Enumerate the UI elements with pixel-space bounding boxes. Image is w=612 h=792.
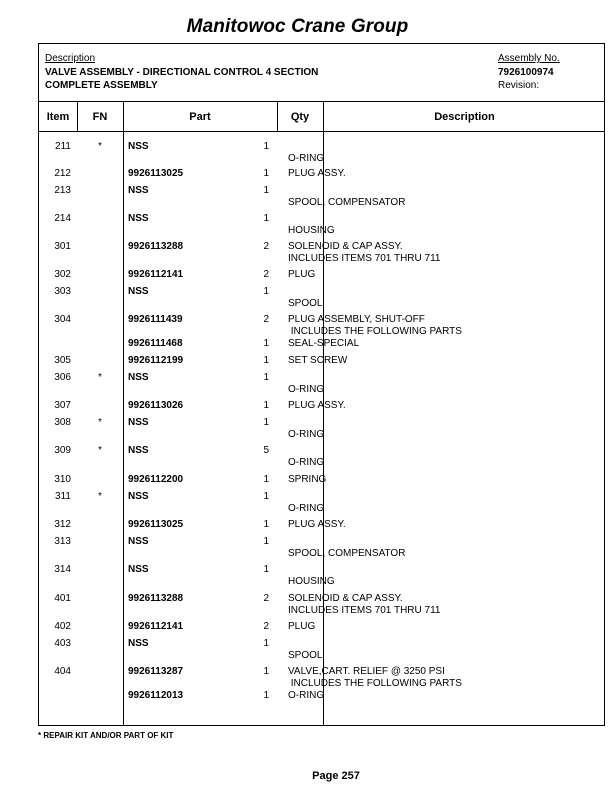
quantity: 1: [263, 141, 269, 152]
part-description: O-RING: [288, 429, 325, 440]
part-number: NSS: [128, 638, 149, 649]
quantity: 1: [263, 491, 269, 502]
quantity: 2: [263, 241, 269, 252]
item-number: 402: [54, 621, 71, 632]
part-number: NSS: [128, 185, 149, 196]
part-description: INCLUDES ITEMS 701 THRU 711: [288, 253, 441, 264]
column-divider: [123, 102, 124, 725]
part-number: NSS: [128, 372, 149, 383]
quantity: 1: [263, 355, 269, 366]
part-description: SET SCREW: [288, 355, 348, 366]
footnote: * REPAIR KIT AND/OR PART OF KIT: [38, 731, 174, 740]
quantity: 1: [263, 474, 269, 485]
quantity: 5: [263, 445, 269, 456]
item-number: 314: [54, 564, 71, 575]
part-number: 9926113026: [128, 400, 184, 411]
part-description: O-RING: [288, 457, 325, 468]
part-description: VALVE,CART. RELIEF @ 3250 PSI: [288, 666, 445, 677]
item-number: 214: [54, 213, 71, 224]
item-number: 307: [54, 400, 71, 411]
item-number: 309: [54, 445, 71, 456]
part-number: 9926113025: [128, 168, 184, 179]
item-number: 305: [54, 355, 71, 366]
part-number: 9926112199: [128, 355, 184, 366]
quantity: 2: [263, 269, 269, 280]
item-number: 306: [54, 372, 71, 383]
page-title: Manitowoc Crane Group: [186, 16, 409, 37]
quantity: 1: [263, 286, 269, 297]
column-header-part: Part: [189, 111, 211, 123]
part-description: PLUG: [288, 269, 316, 280]
part-number: NSS: [128, 445, 149, 456]
part-number: NSS: [128, 491, 149, 502]
item-number: 211: [55, 141, 71, 152]
part-description: O-RING: [288, 690, 325, 701]
quantity: 1: [263, 185, 269, 196]
part-description: SOLENOID & CAP ASSY.: [288, 241, 403, 252]
fn-marker: *: [98, 491, 102, 502]
assembly-header: [39, 44, 604, 102]
part-number: NSS: [128, 536, 149, 547]
assembly-description-line1: VALVE ASSEMBLY - DIRECTIONAL CONTROL 4 SECTION: [45, 67, 319, 78]
part-description: SPOOL: [288, 298, 323, 309]
part-description: INCLUDES THE FOLLOWING PARTS: [288, 678, 462, 689]
quantity: 2: [263, 314, 269, 325]
part-description: SPOOL, COMPENSATOR: [288, 197, 406, 208]
column-divider: [323, 102, 324, 725]
item-number: 311: [55, 491, 71, 502]
parts-table: [38, 43, 605, 726]
column-header-description: Description: [434, 111, 495, 123]
part-description: PLUG ASSY.: [288, 400, 346, 411]
quantity: 1: [263, 400, 269, 411]
part-number: NSS: [128, 564, 149, 575]
item-number: 302: [54, 269, 71, 280]
quantity: 1: [263, 690, 269, 701]
part-number: 9926113287: [128, 666, 184, 677]
quantity: 1: [263, 536, 269, 547]
part-description: SPOOL: [288, 650, 323, 661]
part-number: 9926111468: [128, 338, 183, 349]
part-number: 9926112013: [128, 690, 184, 701]
quantity: 1: [263, 213, 269, 224]
description-label: Description: [45, 53, 96, 64]
part-description: HOUSING: [288, 576, 335, 587]
page-number: Page 257: [312, 770, 360, 782]
part-number: 9926111439: [128, 314, 183, 325]
column-divider: [77, 102, 78, 132]
quantity: 1: [263, 666, 269, 677]
part-number: NSS: [128, 213, 149, 224]
quantity: 1: [263, 372, 269, 383]
quantity: 1: [263, 564, 269, 575]
part-number: 9926112200: [128, 474, 184, 485]
quantity: 1: [263, 168, 269, 179]
assembly-number: 7926100974: [498, 67, 554, 78]
item-number: 301: [54, 241, 71, 252]
part-description: HOUSING: [288, 225, 335, 236]
part-description: O-RING: [288, 384, 325, 395]
part-number: NSS: [128, 286, 149, 297]
quantity: 1: [263, 519, 269, 530]
revision-label: Revision:: [498, 80, 540, 91]
part-description: INCLUDES THE FOLLOWING PARTS: [288, 326, 462, 337]
part-description: O-RING: [288, 153, 325, 164]
quantity: 1: [263, 417, 269, 428]
part-description: PLUG ASSEMBLY, SHUT-OFF: [288, 314, 425, 325]
fn-marker: *: [98, 372, 102, 383]
part-number: NSS: [128, 417, 149, 428]
column-divider: [277, 102, 278, 132]
item-number: 213: [54, 185, 71, 196]
quantity: 1: [263, 638, 269, 649]
item-number: 308: [54, 417, 71, 428]
item-number: 303: [54, 286, 71, 297]
part-description: SPRING: [288, 474, 327, 485]
part-number: 9926113025: [128, 519, 184, 530]
item-number: 212: [54, 168, 71, 179]
assembly-description-line2: COMPLETE ASSEMBLY: [45, 80, 158, 91]
part-description: INCLUDES ITEMS 701 THRU 711: [288, 605, 441, 616]
part-description: O-RING: [288, 503, 325, 514]
part-number: 9926112141: [128, 621, 184, 632]
column-header-qty: Qty: [290, 111, 310, 123]
item-number: 401: [54, 593, 71, 604]
fn-marker: *: [98, 445, 102, 456]
part-description: PLUG ASSY.: [288, 519, 346, 530]
quantity: 2: [263, 593, 269, 604]
quantity: 1: [263, 338, 269, 349]
part-description: SOLENOID & CAP ASSY.: [288, 593, 403, 604]
part-description: SEAL-SPECIAL: [288, 338, 360, 349]
part-description: PLUG ASSY.: [288, 168, 346, 179]
column-header-item: Item: [46, 111, 70, 123]
column-header-fn: FN: [92, 111, 108, 123]
item-number: 304: [54, 314, 71, 325]
fn-marker: *: [98, 417, 102, 428]
part-description: SPOOL, COMPENSATOR: [288, 548, 406, 559]
item-number: 404: [54, 666, 71, 677]
item-number: 313: [54, 536, 71, 547]
fn-marker: *: [98, 141, 102, 152]
assembly-number-label: Assembly No.: [498, 53, 560, 64]
item-number: 403: [54, 638, 71, 649]
item-number: 312: [54, 519, 71, 530]
part-description: PLUG: [288, 621, 316, 632]
part-number: 9926113288: [128, 593, 184, 604]
item-number: 310: [54, 474, 71, 485]
part-number: 9926113288: [128, 241, 184, 252]
part-number: NSS: [128, 141, 149, 152]
quantity: 2: [263, 621, 269, 632]
part-number: 9926112141: [128, 269, 184, 280]
